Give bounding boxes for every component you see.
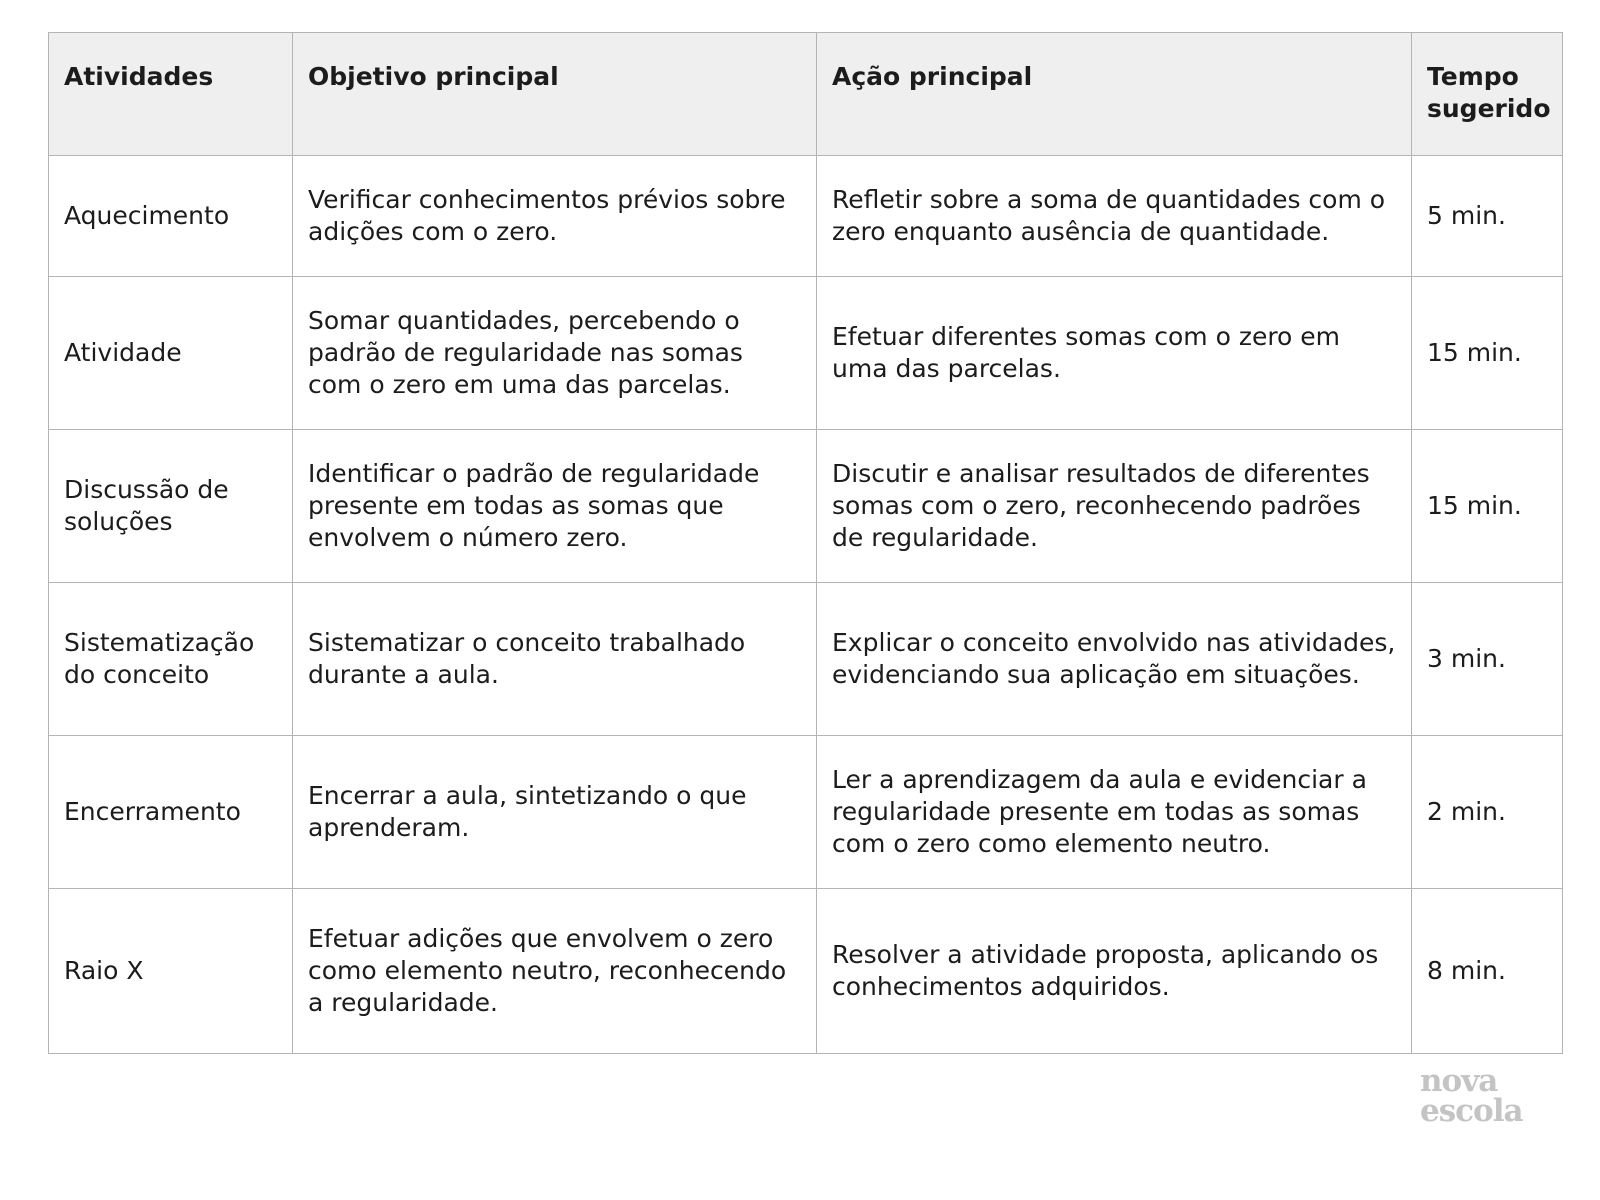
cell-time: 3 min. [1412, 583, 1563, 736]
header-acao-principal: Ação principal [817, 33, 1412, 156]
header-atividades: Atividades [49, 33, 293, 156]
logo-line-escola: escola [1420, 1093, 1523, 1129]
cell-action: Explicar o conceito envolvido nas atividades, evidenciando sua aplicação em situações. [817, 583, 1412, 736]
table-row [49, 156, 1563, 277]
cell-time: 2 min. [1412, 736, 1563, 889]
header-tempo-sugerido: Tempo sugerido [1412, 33, 1563, 156]
cell-objective: Verificar conhecimentos prévios sobre adições com o zero. [293, 156, 817, 277]
table-row [49, 583, 1563, 736]
cell-time: 8 min. [1412, 889, 1563, 1054]
nova-escola-logo [1420, 1063, 1538, 1129]
cell-objective: Encerrar a aula, sintetizando o que aprenderam. [293, 736, 817, 889]
lesson-plan-table [48, 32, 1563, 1054]
cell-objective: Sistematizar o conceito trabalhado durante a aula. [293, 583, 817, 736]
cell-action: Efetuar diferentes somas com o zero em uma das parcelas. [817, 277, 1412, 430]
cell-activity: Sistematização do conceito [49, 583, 293, 736]
cell-time: 15 min. [1412, 277, 1563, 430]
logo-line-nova: nova [1420, 1063, 1498, 1099]
cell-action: Refletir sobre a soma de quantidades com o zero enquanto ausência de quantidade. [817, 156, 1412, 277]
header-objetivo-principal: Objetivo principal [293, 33, 817, 156]
table-row [49, 736, 1563, 889]
cell-activity: Encerramento [49, 736, 293, 889]
cell-time: 15 min. [1412, 430, 1563, 583]
cell-activity: Raio X [49, 889, 293, 1054]
table-header-row [49, 33, 1563, 156]
cell-action: Discutir e analisar resultados de diferentes somas com o zero, reconhecendo padrões de regularidade. [817, 430, 1412, 583]
cell-time: 5 min. [1412, 156, 1563, 277]
cell-objective: Somar quantidades, percebendo o padrão de regularidade nas somas com o zero em uma das parcelas. [293, 277, 817, 430]
cell-activity: Aquecimento [49, 156, 293, 277]
cell-objective: Efetuar adições que envolvem o zero como elemento neutro, reconhecendo a regularidade. [293, 889, 817, 1054]
cell-activity: Discussão de soluções [49, 430, 293, 583]
cell-action: Resolver a atividade proposta, aplicando os conhecimentos adquiridos. [817, 889, 1412, 1054]
table-row [49, 889, 1563, 1054]
table-row [49, 430, 1563, 583]
table-row [49, 277, 1563, 430]
cell-activity: Atividade [49, 277, 293, 430]
cell-objective: Identificar o padrão de regularidade presente em todas as somas que envolvem o número zero. [293, 430, 817, 583]
cell-action: Ler a aprendizagem da aula e evidenciar a regularidade presente em todas as somas com o zero como elemento neutro. [817, 736, 1412, 889]
